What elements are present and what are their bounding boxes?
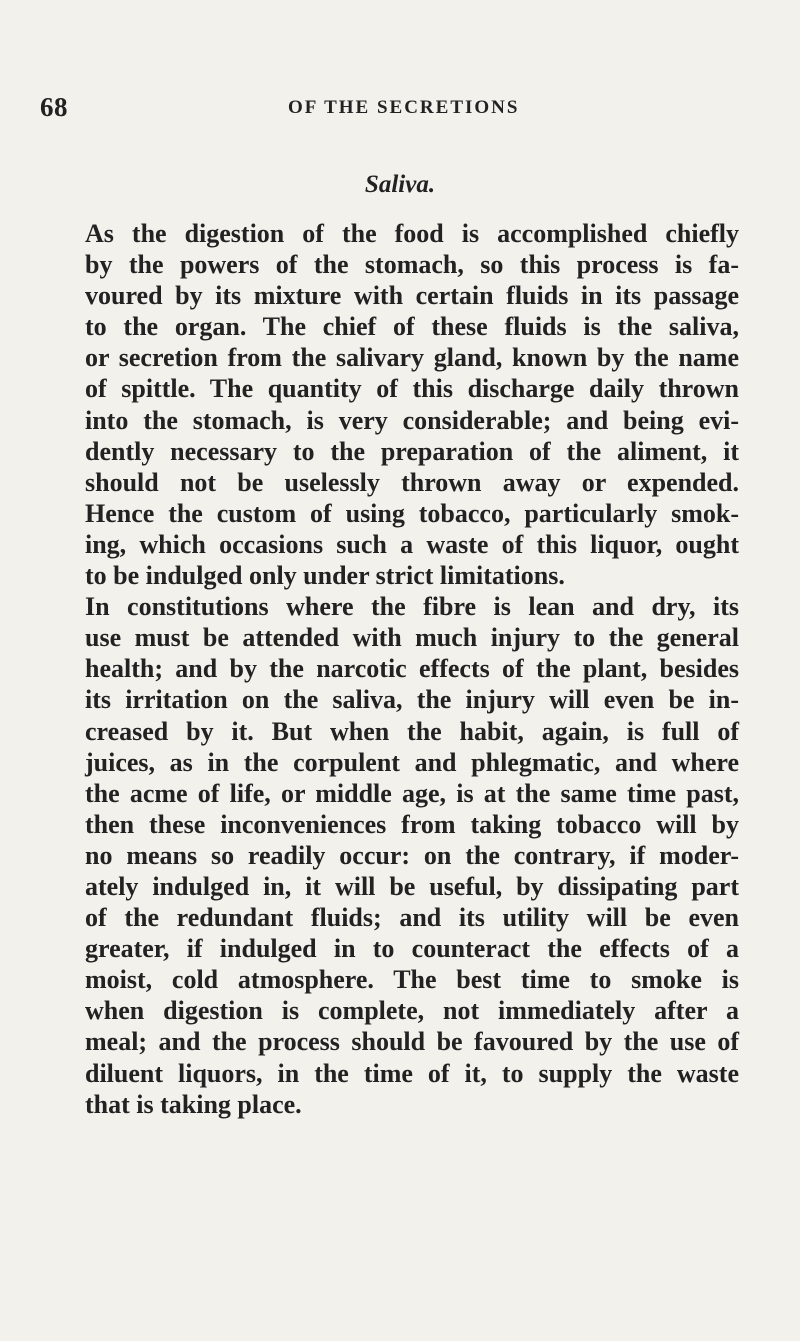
text-line: ing, which occasions such a waste of this liquor, ought [85, 529, 739, 559]
text-line: into the stomach, is very considerable; and being evi- [85, 405, 739, 435]
text-line: moist, cold atmosphere. The best time to smoke is [85, 965, 739, 995]
text-line: greater, if indulged in to counteract the effects of a [85, 934, 739, 964]
text-line: creased by it. But when the habit, again, is full of [85, 716, 739, 746]
running-head: OF THE SECRETIONS [288, 97, 520, 118]
page-number: 68 [40, 92, 68, 122]
text-line: meal; and the process should be favoured by the use of [85, 1027, 739, 1057]
body-text [85, 218, 739, 1120]
text-line: diluent liquors, in the time of it, to supply the waste [85, 1058, 739, 1088]
page-header [0, 92, 800, 122]
text-line: then these inconveniences from taking tobacco will by [85, 809, 739, 839]
text-line: to be indulged only under strict limitations. [85, 561, 565, 591]
text-line: should not be uselessly thrown away or expended. [85, 467, 739, 497]
text-line: ately indulged in, it will be useful, by dissipating part [85, 871, 739, 901]
text-line: no means so readily occur: on the contrary, if moder- [85, 840, 739, 870]
text-line: the acme of life, or middle age, is at the same time past, [85, 778, 739, 808]
text-line: to the organ. The chief of these fluids is the saliva, [85, 312, 739, 342]
text-line: As the digestion of the food is accomplished chiefly [85, 219, 739, 248]
text-line: that is taking place. [85, 1089, 302, 1119]
text-line: of spittle. The quantity of this discharge daily thrown [85, 374, 739, 404]
text-line: of the redundant fluids; and its utility will be even [85, 903, 739, 933]
text-line: Hence the custom of using tobacco, particularly smok- [85, 498, 739, 528]
text-line: use must be attended with much injury to the general [85, 623, 739, 653]
text-line: when digestion is complete, not immediately after a [85, 996, 739, 1026]
text-line: In constitutions where the fibre is lean and dry, its [85, 592, 739, 622]
text-line: its irritation on the saliva, the injury will even be in- [85, 685, 739, 715]
text-line: dently necessary to the preparation of the aliment, it [85, 436, 739, 466]
text-line: juices, as in the corpulent and phlegmatic, and where [85, 747, 739, 777]
text-line: by the powers of the stomach, so this process is fa- [85, 250, 739, 280]
text-line: voured by its mixture with certain fluids in its passage [85, 281, 739, 311]
text-line: health; and by the narcotic effects of the plant, besides [85, 654, 739, 684]
section-title: Saliva. [364, 171, 436, 198]
text-line: or secretion from the salivary gland, known by the name [85, 343, 739, 373]
